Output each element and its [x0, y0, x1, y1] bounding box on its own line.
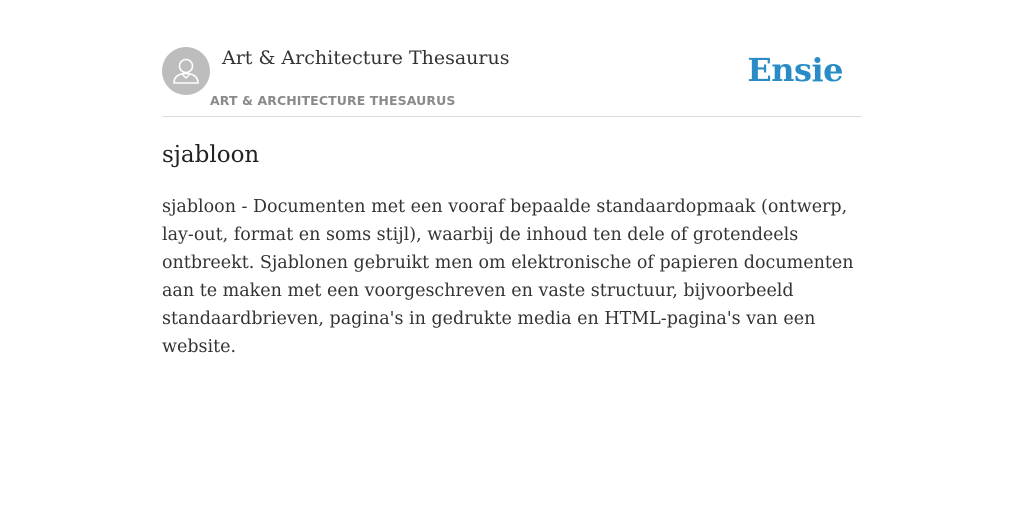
author-name-link[interactable]: Art & Architecture Thesaurus [222, 47, 510, 69]
entry-definition: sjabloon - Documenten met een vooraf bepaalde standaardopmaak (ontwerp, lay-out, format en soms stijl), waarbij de inhoud ten dele of grotendeels ontbreekt. Sjablonen gebruikt men om elektronische of papieren documenten aan te maken met een voorgeschreven en vaste structuur, bijvoorbeeld standaardbrieven, pagina's in gedrukte media en HTML-pagina's van een website. [162, 197, 854, 357]
entry-term-title: sjabloon [162, 142, 260, 168]
user-silhouette-icon [162, 47, 210, 95]
author-avatar[interactable] [162, 47, 210, 95]
brand-logo-link[interactable]: Ensie [747, 51, 843, 89]
entry-header [162, 0, 862, 117]
source-label: ART & ARCHITECTURE THESAURUS [210, 93, 456, 108]
